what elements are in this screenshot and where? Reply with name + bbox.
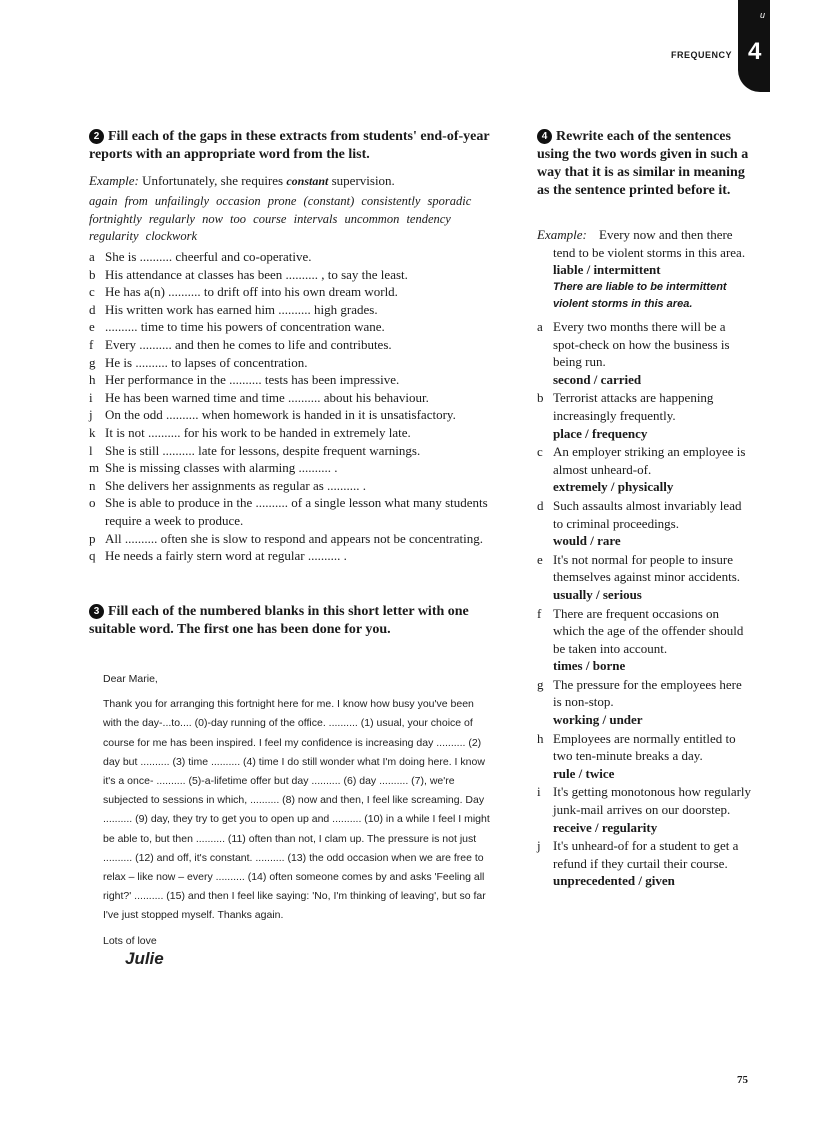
ex4-example [537, 226, 752, 314]
item-text: An employer striking an employee is almost unheard-of. [553, 444, 746, 477]
item-keywords: place / frequency [553, 425, 648, 441]
page-number: 75 [737, 1074, 748, 1086]
ex2-items [89, 248, 509, 565]
ex3-number: 3 [89, 604, 104, 619]
item-keywords: second / carried [553, 371, 642, 387]
ex2-item [89, 494, 509, 529]
item-text: Every .......... and then he comes to life and contributes. [105, 336, 392, 352]
ex2-item [89, 371, 509, 389]
ex2-item [89, 283, 509, 301]
item-text: Terrorist attacks are happening increasingly frequently. [553, 390, 714, 423]
item-letter: m [89, 460, 100, 476]
item-letter: l [89, 442, 93, 458]
item-letter: h [537, 730, 544, 746]
item-text: Her performance in the .......... tests has been impressive. [105, 372, 400, 388]
ex4-item [537, 443, 752, 496]
item-letter: f [537, 605, 542, 621]
letter-body: Thank you for arranging this fortnight here for me. I know how busy you've been with the day-...to.... (0)-day running of the office. .......... (1) usual, your choice of course for me has been inspired. I feel my confidence is increasing day .......... (2) day but .......... (3) time .......... (4) time I do still wonder what I'm doing here. I know it's a once- .......... (5)-a-lifetime offer but day .......... (6) day .......... (7), we're subjected to sessions in which, .......... (8) now and then, I feel like screaming. Day .......... (9) day, they try to get you to open up and .......... (10) in a while I feel I might be able to, but then .......... (11) often than not, I clam up. The pressure is not just .......... (12) and off, it's constant. .......... (13) the odd occasion when we are free to relax – like now – every .......... (14) often someone comes by and asks 'Feeling all right?' .......... (15) and then I feel like saying: 'No, I'm thinking of leaving', but so far I've just stopped myself. Thanks again. [103, 698, 490, 922]
item-letter: j [89, 407, 93, 423]
ex2-item [89, 477, 509, 495]
item-keywords: rule / twice [553, 765, 615, 781]
item-letter: g [89, 354, 96, 370]
item-letter: i [537, 784, 541, 800]
section-title: FREQUENCY [670, 50, 732, 60]
item-letter: c [537, 444, 543, 460]
item-keywords: usually / serious [553, 586, 642, 602]
item-text: His written work has earned him .......... high grades. [105, 301, 378, 317]
item-letter: e [89, 319, 95, 335]
ex4-items [537, 318, 752, 891]
ex2-example-label: Example: [89, 173, 139, 188]
ex4-heading [537, 128, 752, 200]
ex2-item [89, 424, 509, 442]
ex3-heading [89, 603, 499, 639]
item-text: There are frequent occasions on which the age of the offender should be taken into account. [553, 605, 744, 656]
item-text: It's getting monotonous how regularly junk-mail arrives on our doorstep. [553, 784, 752, 818]
item-text: He has a(n) .......... to drift off into his own dream world. [105, 284, 398, 300]
ex4-instruction: Rewrite each of the sentences using the two words given in such a way that it is as similar in meaning as the sentence printed before it. [537, 129, 749, 198]
ex4-number: 4 [537, 129, 552, 144]
item-letter: a [89, 249, 95, 264]
item-text: All .......... often she is slow to respond and appears not be concentrating. [105, 530, 483, 546]
item-letter: f [89, 336, 94, 352]
item-text: It's unheard-of for a student to get a refund if they curtail their course. [553, 838, 739, 871]
item-letter: e [537, 551, 543, 567]
ex4-item [537, 605, 752, 675]
ex2-instruction: Fill each of the gaps in these extracts from students' end-of-year reports with an appropriate word from the list. [89, 129, 490, 162]
item-text: It is not .......... for his work to be handed in extremely late. [105, 424, 411, 440]
unit-number: 4 [748, 38, 762, 65]
item-letter: d [89, 301, 96, 317]
ex4-example-text: Every now and then there tend to be violent storms in this area. [553, 227, 746, 260]
item-letter: q [89, 548, 96, 564]
item-text: On the odd .......... when homework is handed in it is unsatisfactory. [105, 407, 456, 423]
item-letter: a [537, 319, 543, 334]
item-letter: n [89, 477, 96, 493]
ex4-item [537, 497, 752, 550]
item-text: Every two months there will be a spot-check on how the business is being run. [553, 319, 730, 370]
item-text: She is able to produce in the .......... of a single lesson what many students require a week to produce. [105, 495, 488, 528]
item-letter: d [537, 497, 544, 513]
item-letter: h [89, 372, 96, 388]
ex4-example-answer: There are liable to be intermittent violent storms in this area. [553, 280, 727, 311]
ex4-item [537, 389, 752, 442]
ex4-item [537, 676, 752, 729]
ex4-example-keywords: liable / intermittent [553, 262, 661, 278]
ex2-word-list: again from unfailingly occasion prone (constant) consistently sporadic fortnightly regularly now too course intervals uncommon tendency regularity clockwork [89, 194, 472, 243]
item-text: Such assaults almost invariably lead to criminal proceedings. [553, 497, 742, 531]
item-letter: b [89, 266, 96, 282]
item-letter: g [537, 676, 544, 692]
item-keywords: would / rare [553, 533, 621, 549]
item-letter: b [537, 390, 544, 406]
ex2-heading [89, 128, 499, 164]
ex2-item [89, 354, 509, 372]
item-letter: p [89, 530, 96, 546]
ex2-example-answer: constant [286, 174, 329, 188]
item-keywords: times / borne [553, 658, 626, 674]
ex2-item [89, 442, 509, 460]
letter-closing: Lots of love [103, 934, 157, 947]
letter [103, 670, 495, 968]
item-text: She is missing classes with alarming .......... . [105, 460, 338, 476]
item-letter: i [89, 389, 93, 405]
item-text: The pressure for the employees here is non-stop. [553, 676, 742, 710]
item-text: She delivers her assignments as regular as .......... . [105, 477, 367, 493]
item-letter: o [89, 495, 96, 511]
ex4-item [537, 730, 752, 783]
item-text: She is still .......... late for lessons, despite frequent warnings. [105, 442, 421, 458]
item-keywords: receive / regularity [553, 819, 658, 835]
ex2-item [89, 530, 509, 548]
item-text: He is .......... to lapses of concentration. [105, 354, 308, 370]
item-keywords: unprecedented / given [553, 873, 675, 889]
item-text: He needs a fairly stern word at regular .......... . [105, 548, 347, 564]
ex2-item [89, 336, 509, 354]
ex4-example-label: Example: [537, 227, 587, 242]
ex2-item [89, 547, 509, 565]
item-letter: k [89, 424, 96, 440]
ex2-item [89, 248, 509, 266]
ex2-number: 2 [89, 129, 104, 144]
item-letter: c [89, 284, 95, 300]
ex2-item [89, 406, 509, 424]
item-text: His attendance at classes has been .......... , to say the least. [105, 266, 408, 282]
item-text: It's not normal for people to insure themselves against minor accidents. [553, 551, 741, 585]
ex2-item [89, 459, 509, 477]
ex2-item [89, 301, 509, 319]
letter-signature: Julie [125, 948, 164, 968]
ex2-example-post: supervision. [331, 173, 395, 188]
item-text: She is .......... cheerful and co-operative. [105, 249, 312, 264]
item-text: .......... time to time his powers of concentration wane. [105, 319, 385, 335]
ex4-item [537, 783, 752, 836]
ex2-example [89, 172, 509, 190]
ex2-example-pre: Unfortunately, she requires [142, 173, 284, 188]
ex4-item [537, 318, 752, 388]
ex2-item [89, 389, 509, 407]
item-text: He has been warned time and time .......... about his behaviour. [105, 389, 429, 405]
ex4-item [537, 837, 752, 890]
ex4-item [537, 551, 752, 604]
ex2-item [89, 266, 509, 284]
ex3-instruction: Fill each of the numbered blanks in this short letter with one suitable word. The first one has been done for you. [89, 604, 469, 637]
ex2-item [89, 318, 509, 336]
item-text: Employees are normally entitled to two ten-minute breaks a day. [553, 730, 736, 764]
letter-salutation: Dear Marie, [103, 673, 158, 685]
item-keywords: extremely / physically [553, 479, 674, 495]
item-keywords: working / under [553, 712, 643, 728]
unit-tab-letter: u [760, 10, 766, 20]
item-letter: j [537, 838, 541, 854]
